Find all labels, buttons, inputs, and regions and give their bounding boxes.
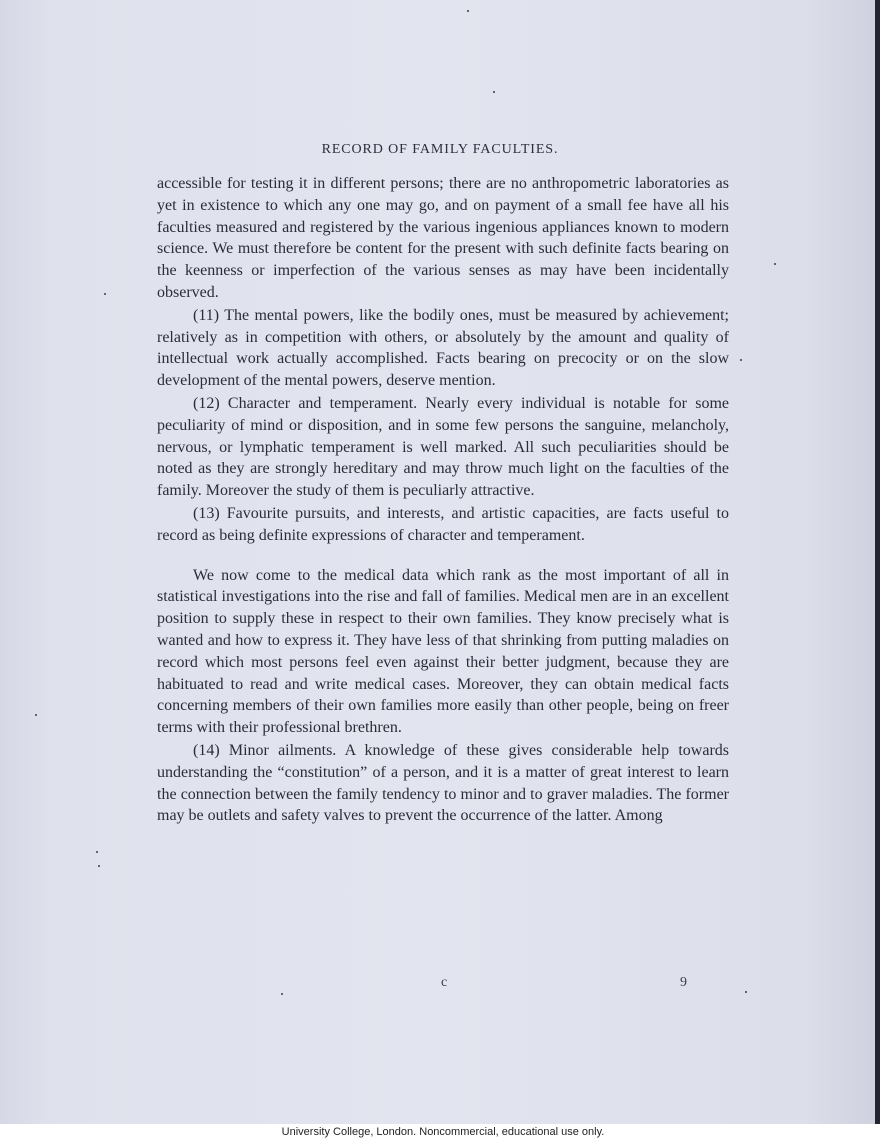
speck-mark bbox=[745, 991, 747, 993]
speck-mark bbox=[96, 851, 98, 853]
speck-mark bbox=[467, 10, 469, 12]
footer-credit: University College, London. Noncommercial, educational use only. bbox=[281, 1126, 605, 1138]
paragraph-pursuits: (13) Favourite pursuits, and interests, and artistic capacities, are facts useful to record as being definite expressions of character and temperament. bbox=[157, 504, 729, 544]
speck-mark bbox=[281, 993, 283, 995]
speck-mark bbox=[104, 293, 106, 295]
paragraph-minor-ailments: (14) Minor ailments. A knowledge of these gives considerable help towards understanding the “constitution” of a person, and it is a matter of great interest to learn the connection between the family tendency to minor and to graver maladies. The former may be outlets and safety valves to prevent the occurrence of the latter. Among bbox=[157, 741, 729, 825]
body-text bbox=[157, 173, 729, 827]
paragraph-medical-data: We now come to the medical data which rank as the most important of all in statistical investigations into the rise and fall of families. Medical men are in an excellent position to supply these in respect to their own families. They know precisely what is wanted and how to express it. They have less of that shrinking from putting maladies on record which most persons feel even against their better judgment, because they are habituated to read and write medical cases. Moreover, they can obtain medical facts concerning members of their own families more easily than other people, being on freer terms with their professional brethren. bbox=[157, 566, 729, 737]
speck-mark bbox=[35, 714, 37, 716]
paragraph-character: (12) Character and temperament. Nearly every individual is notable for some peculiarity of mind or disposition, and in some few persons the sanguine, melancholy, nervous, or lymphatic temperament is well marked. All such peculiarities should be noted as they are strongly hereditary and may throw much light on the faculties of the family. Moreover the study of them is peculiarly attractive. bbox=[157, 394, 729, 500]
paragraph-mental-powers: (11) The mental powers, like the bodily ones, must be measured by achievement; relatively as in competition with others, or absolutely by the amount and quality of intellectual work actually accomplished. Facts bearing on precocity or on the slow development of the mental powers, deserve mention. bbox=[157, 306, 729, 390]
signature-mark: c bbox=[441, 975, 448, 990]
running-title: RECORD OF FAMILY FACULTIES. bbox=[321, 142, 559, 157]
speck-mark bbox=[493, 91, 495, 93]
speck-mark bbox=[774, 263, 776, 265]
page-number: 9 bbox=[680, 975, 687, 990]
speck-mark bbox=[98, 865, 100, 867]
speck-mark bbox=[740, 359, 742, 361]
paragraph-continuation: accessible for testing it in different persons; there are no anthropometric laboratories as yet in existence to which any one may go, and on payment of a small fee have all his faculties measured and registered by the various ingenious appliances known to modern science. We must therefore be content for the present with such definite facts bearing on the keenness or imperfection of the various senses as may have been incidentally observed. bbox=[157, 175, 729, 301]
